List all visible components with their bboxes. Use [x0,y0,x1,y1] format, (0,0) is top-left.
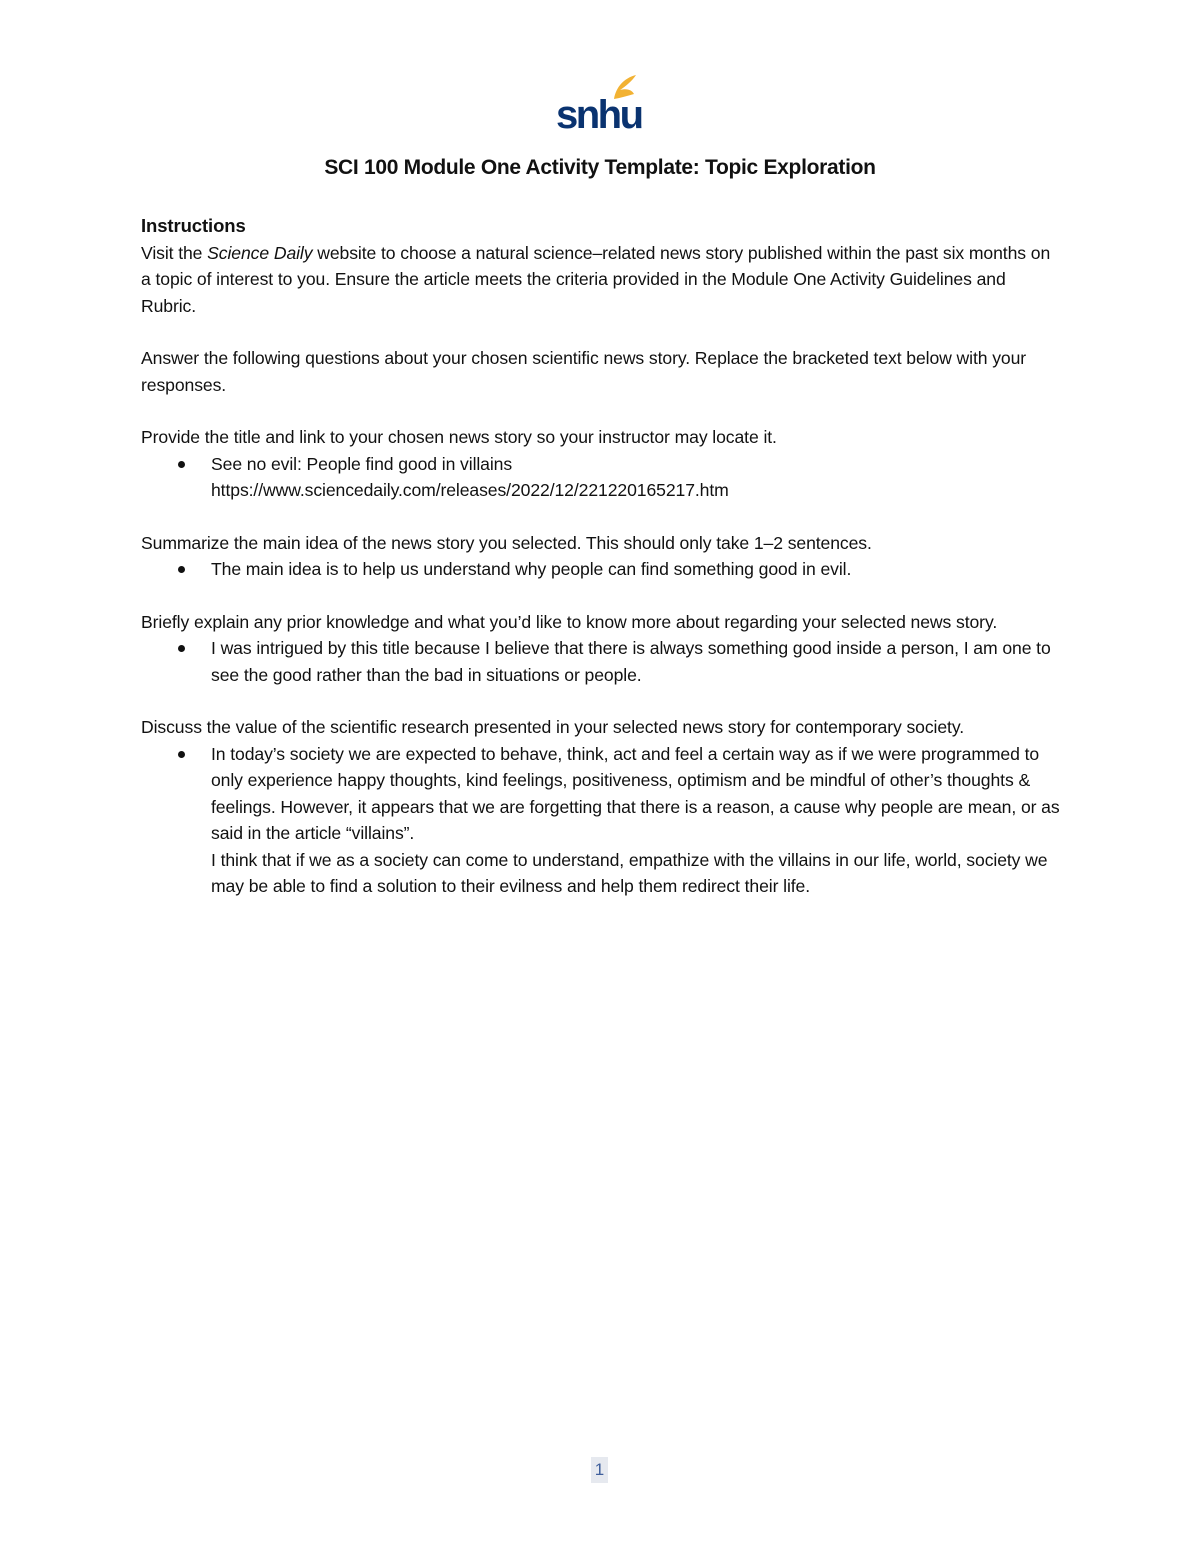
answer-item-1[interactable] [211,451,1061,504]
answer-instructions: Answer the following questions about your chosen scientific news story. Replace the bracketed text below with your responses. [141,348,1027,395]
answer-item-3[interactable] [211,635,1061,688]
spacer [141,583,1061,609]
answer-list-1 [141,451,1061,504]
answer-item-2[interactable] [211,556,1061,583]
science-daily-name: Science Daily [207,242,313,263]
answer-text: The main idea is to help us understand why people can find something good in evil. [211,559,852,579]
instructions-suffix: website to choose a natural science–related news story published within the past six months on a topic of interest to you. Ensure the article meets the criteria provided in the Module One Activity Guidelines and Rubric. [141,242,1051,316]
answer-text: I was intrigued by this title because I believe that there is always something good inside a person, I am one to see the good rather than the bad in situations or people. [211,638,1051,685]
snhu-logo-graphic [554,72,644,134]
instructions-paragraph [141,240,1061,320]
article-title: See no evil: People find good in villains [211,453,513,474]
instructions-prefix: Visit the [141,242,208,263]
spacer [141,319,1061,345]
spacer [141,504,1061,530]
question-prompt-4: Discuss the value of the scientific research presented in your selected news story for contemporary society. [141,717,965,737]
question-prompt-2: Summarize the main idea of the news story you selected. This should only take 1–2 sentences. [141,532,872,553]
page-title: SCI 100 Module One Activity Template: Topic Exploration [324,156,876,179]
logo-wordmark: snhu [556,93,642,134]
answer-text: In today’s society we are expected to behave, think, act and feel a certain way as if we were programmed to only experience happy thoughts, kind feelings, positiveness, optimism and be mindful of other’s thoughts & feelings. However, it appears that we are forgetting that there is a reason, a cause why people are mean, or as said in the article “villains”. [211,743,1060,843]
spacer [141,398,1061,424]
document-body [141,213,1061,900]
question-prompt-1: Provide the title and link to your chosen news story so your instructor may locate it. [141,427,777,447]
spacer [141,688,1061,714]
answer-text-continued: I think that if we as a society can come to understand, empathize with the villains in our life, world, society we may be able to find a solution to their evilness and help them redirect their life. [211,849,1048,896]
snhu-logo [554,72,644,134]
answer-item-4[interactable] [211,741,1061,900]
instructions-heading: Instructions [141,215,246,236]
answer-list-3 [141,635,1061,688]
question-prompt-3: Briefly explain any prior knowledge and what you’d like to know more about regarding your selected news story. [141,611,998,632]
article-link[interactable]: https://www.sciencedaily.com/releases/2022/12/221220165217.htm [211,480,729,500]
answer-list-4 [141,741,1061,900]
answer-list-2 [141,556,1061,583]
page-number: 1 [591,1457,608,1483]
